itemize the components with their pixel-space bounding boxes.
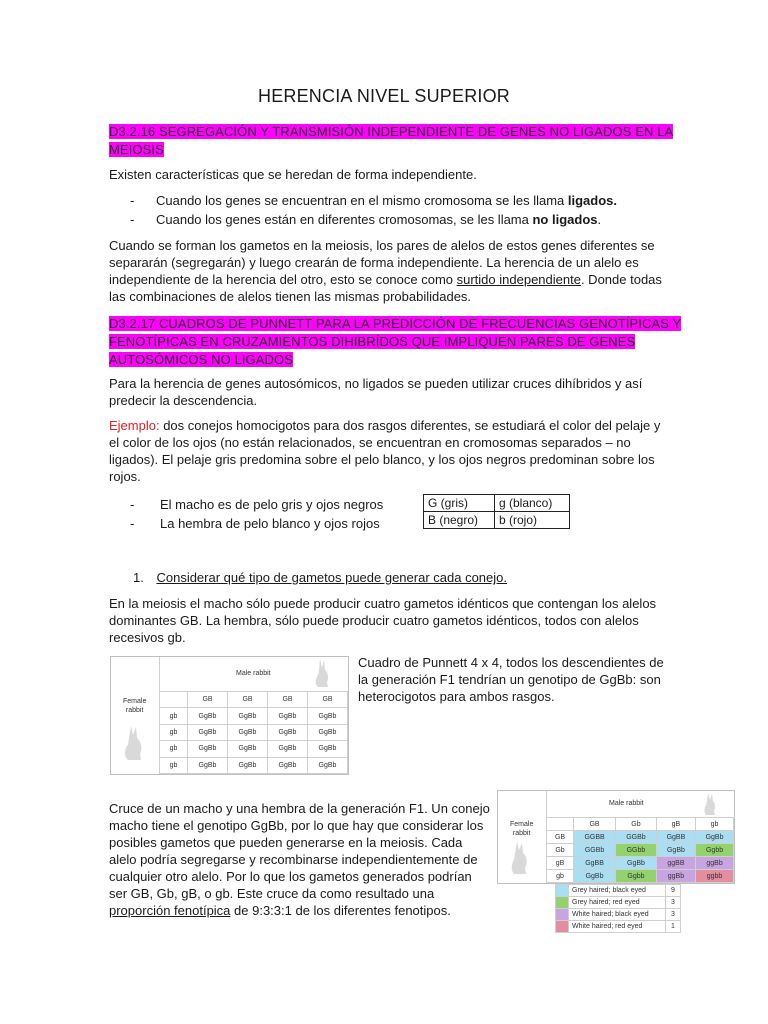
list-item: - Cuando los genes están en diferentes cromosomas, se les llama no ligados. [130,212,602,227]
heading-line: D3.2.17 CUADROS DE PUNNETT PARA LA PREDICCIÓN DE FRECUENCIAS GENOTÍPICAS Y [109,316,682,331]
punnett-grid [159,691,348,774]
table-row: GB Gb gB gb [547,818,734,831]
legend-row: White haired; black eyed 3 [556,909,681,921]
table-row: G (gris) g (blanco) [424,495,570,512]
paragraph-example: Ejemplo: dos conejos homocigotos para dos rasgos diferentes, se estudiará el color del pelaje y el color de los ojos (no están relacionados, se encuentran en cromosomas separados – no ligados). El pelaje gris predomina sobre el pelo blanco, y los ojos negros predominan sobre los rojos. [109,418,661,484]
bullet-list-2 [130,496,410,534]
heading-line: MEIOSIS [109,142,164,157]
legend-swatch [556,885,569,897]
phenotype-legend [555,884,681,933]
table-row: gb GgBb GgBb GgBb GgBb [160,757,348,773]
punnett-square-f2 [497,790,735,884]
heading-line: D3.2.16 SEGREGACIÓN Y TRANSMISIÓN INDEPENDIENTE DE GENES NO LIGADOS EN LA [109,124,674,139]
example-label: Ejemplo: [109,418,160,433]
table-row: GB GGBB GGBb GgBB GgBb [547,831,734,844]
legend-row: White haired; red eyed 1 [556,921,681,933]
intro-text: Existen características que se heredan de forma independiente. [109,167,477,182]
allele-table [423,494,570,529]
legend-row: Grey haired; black eyed 9 [556,885,681,897]
rabbit-icon [314,658,330,688]
term-proporcion-fenotipica: proporción fenotípica [109,903,231,918]
list-item: - Cuando los genes se encuentran en el mismo cromosoma se les llama ligados. [130,193,617,208]
section-heading-2 [109,315,681,369]
table-row: gb GgBb Ggbb ggBb ggbb [547,870,734,883]
legend-row: Grey haired; red eyed 3 [556,897,681,909]
step-1: 1. Considerar qué tipo de gametos puede generar cada conejo. [133,570,507,585]
table-row: gb GgBb GgBb GgBb GgBb [160,741,348,757]
table-row: gb GgBb GgBb GgBb GgBb [160,724,348,740]
legend-swatch [556,897,569,909]
punnett-square-f1 [110,656,349,775]
list-item: - La hembra de pelo blanco y ojos rojos [130,516,380,531]
list-item: - El macho es de pelo gris y ojos negros [130,497,384,512]
term-surtido-independiente: surtido independiente [456,272,581,287]
table-row: B (negro) b (rojo) [424,512,570,529]
heading-line: FENOTÍPICAS EN CRUZAMIENTOS DIHIBRÍDOS QUE IMPLIQUEN PARES DE GENES [109,334,636,349]
punnett-f1-caption: Cuadro de Punnett 4 x 4, todos los descendientes de la generación F1 tendrían un genotipo de GgBb: son heterocigotos para ambos rasgos. [358,655,664,704]
rabbit-icon [123,725,145,761]
table-row: GB GB GB GB [160,692,348,708]
table-row: gb GgBb GgBb GgBb GgBb [160,708,348,724]
bullet-list-1 [130,192,690,230]
male-label: Male rabbit [236,670,271,677]
legend-swatch [556,909,569,921]
paragraph-dihybrid: Para la herencia de genes autosómicos, no ligados se pueden utilizar cruces dihíbridos y así predecir la descendencia. [109,376,643,408]
female-label: Female rabbit [510,821,534,837]
section-heading-1 [109,123,673,159]
table-row: Gb GGBb GGbb GgBb Ggbb [547,844,734,857]
heading-line: AUTOSÓMICOS NO LIGADOS [109,352,293,367]
female-label: Female rabbit [123,698,147,714]
table-row: gB GgBB GgBb ggBB ggBb [547,857,734,870]
page-title: HERENCIA NIVEL SUPERIOR [258,86,510,106]
paragraph-segregation: Cuando se forman los gametos en la meiosis, los pares de alelos de estos genes diferentes se separarán (segregarán) y luego crearán de forma independiente. La herencia de un alelo es independiente de la herencia del otro, esto se conoce como surtido independiente. Donde todas las combinaciones de alelos tienen las mismas probabilidades. [109,238,662,304]
punnett-grid-f2 [546,817,734,883]
rabbit-icon [510,841,530,875]
paragraph-gametes: En la meiosis el macho sólo puede producir cuatro gametos idénticos que contengan los alelos dominantes GB. La hembra, sólo puede producir cuatro gametos idénticos, todos con alelos recesivos gb. [109,596,657,645]
male-label: Male rabbit [609,800,644,807]
paragraph-f1-cross: Cruce de un macho y una hembra de la generación F1. Un conejo macho tiene el genotipo GgBb, por lo que hay que considerar los posibles gametos que pueden generarse en la meiosis. Cada alelo podría segregarse y recombinarse independientemente de cualquier otro alelo. Por lo que los gametos generados podrían ser GB, Gb, gB, o gb. Este cruce da como resultado una proporción fenotípica de 9:3:3:1 de los diferentes fenotipos. [109,801,490,918]
rabbit-icon [703,792,717,816]
legend-swatch [556,921,569,933]
